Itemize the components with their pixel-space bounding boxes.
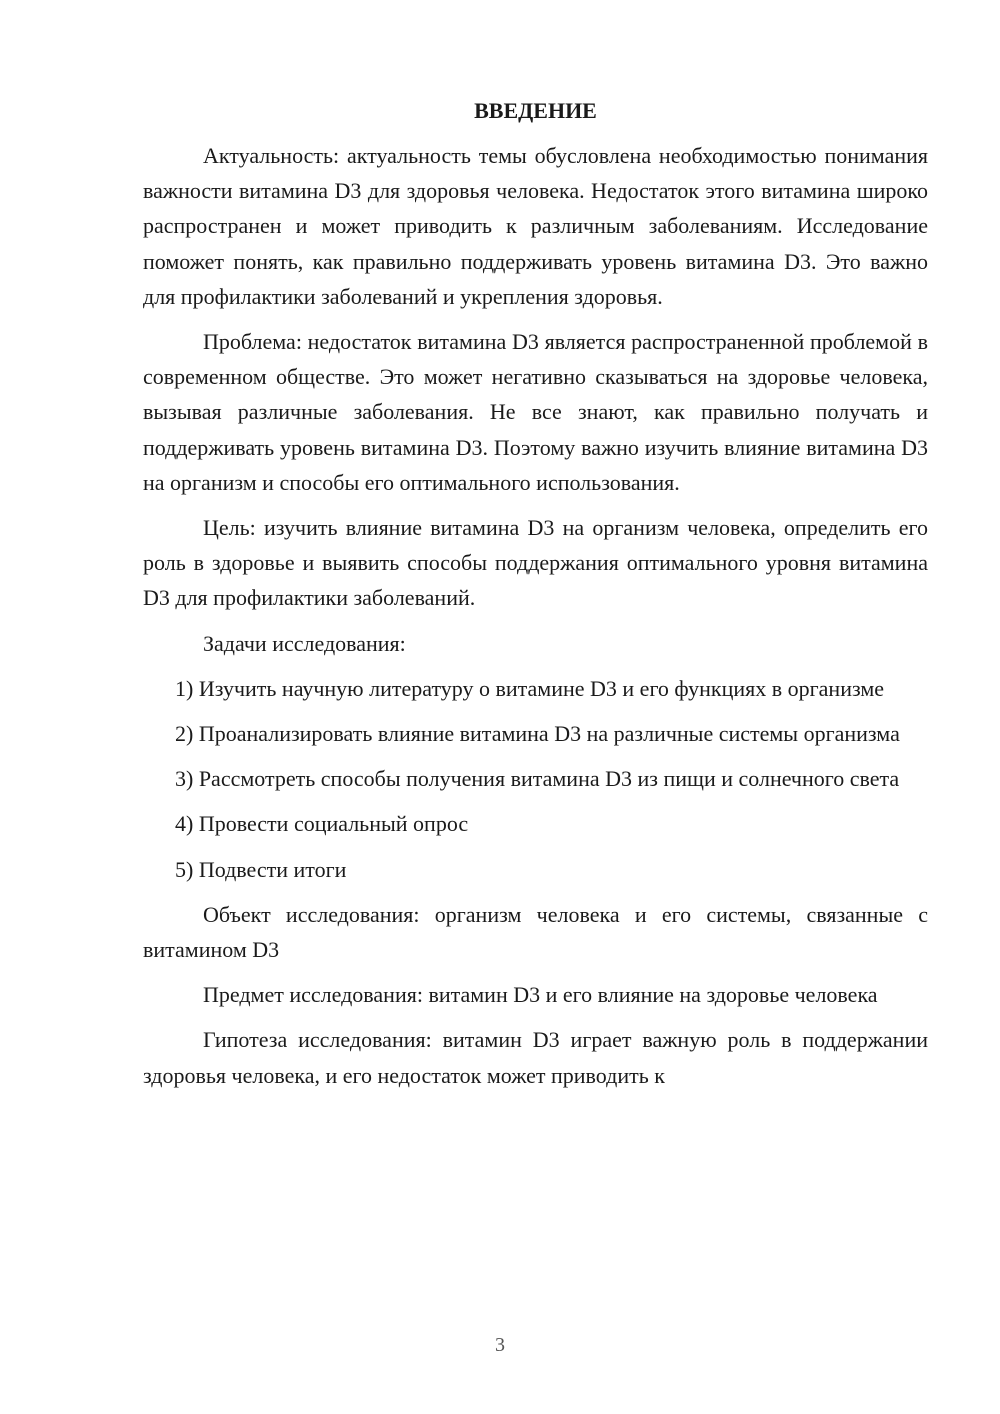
section-title: ВВЕДЕНИЕ (474, 98, 597, 123)
paragraph-object: Объект исследования: организм человека и его системы, связанные с витамином D3 (143, 901, 928, 963)
paragraph-relevance: Актуальность: актуальность темы обусловлена необходимостью понимания важности витамина D3 для здоровья человека. Недостаток этого витамина широко распространен и может приводить к различным заболеваниям. Исследование поможет понять, как правильно поддерживать уровень витамина D3. Это важно для профилактики заболеваний и укрепления здоровья. (143, 143, 928, 309)
paragraph-hypothesis: Гипотеза исследования: витамин D3 играет важную роль в поддержании здоровья человека, и его недостаток может приводить к (143, 1027, 928, 1088)
task-item-5: 5) Подвести итоги (175, 856, 347, 882)
paragraph-subject: Предмет исследования: витамин D3 и его влияние на здоровье человека (203, 982, 878, 1008)
paragraph-goal: Цель: изучить влияние витамина D3 на организм человека, определить его роль в здоровье и выявить способы поддержания оптимального уровня витамина D3 для профилактики заболеваний. (143, 515, 928, 611)
document-page (143, 96, 928, 1093)
tasks-heading: Задачи исследования: (203, 630, 406, 656)
page-number: 3 (495, 1334, 505, 1356)
task-item-1: 1) Изучить научную литературу о витамине D3 и его функциях в организме (175, 675, 885, 701)
paragraph-problem: Проблема: недостаток витамина D3 является распространенной проблемой в современном обществе. Это может негативно сказываться на здоровье человека, вызывая различные заболевания. Не все знают, как правильно получать и поддерживать уровень витамина D3. Поэтому важно изучить влияние витамина D3 на организм и способы его оптимального использования. (143, 329, 928, 495)
task-item-2: 2) Проанализировать влияние витамина D3 на различные системы организма (175, 721, 900, 747)
task-item-3: 3) Рассмотреть способы получения витамина D3 из пищи и солнечного света (175, 766, 900, 792)
task-item-4: 4) Провести социальный опрос (175, 811, 469, 837)
